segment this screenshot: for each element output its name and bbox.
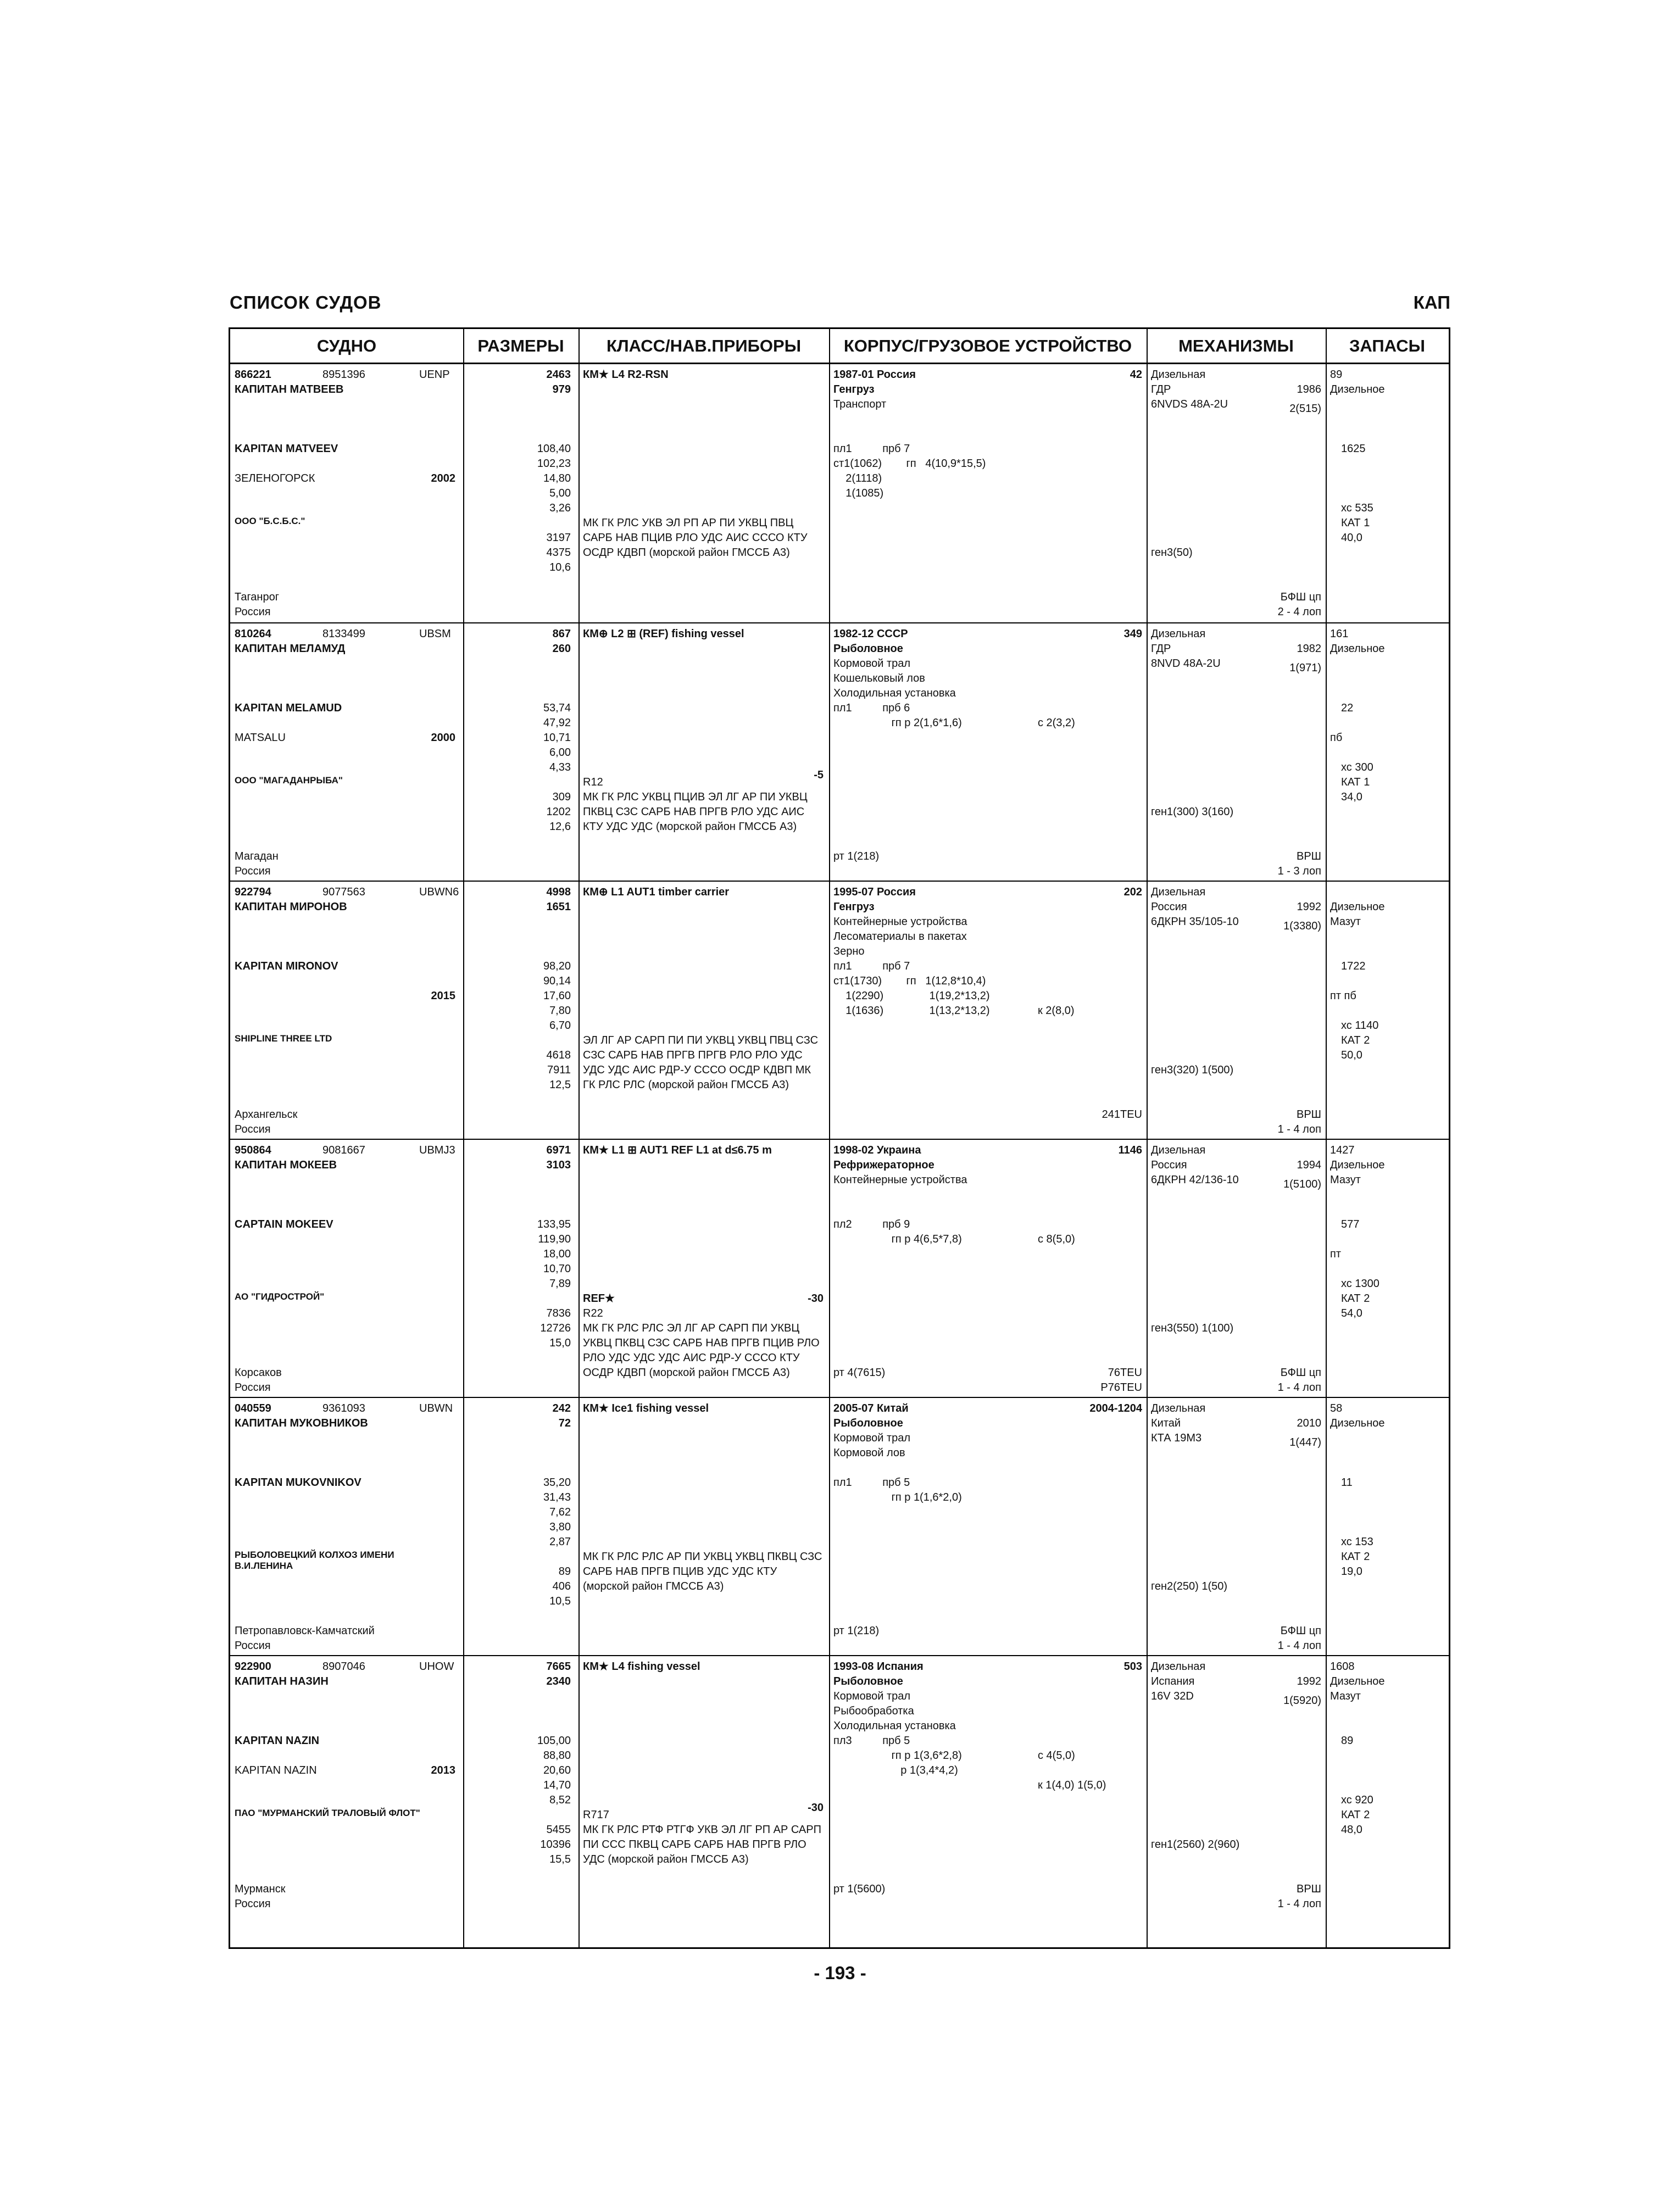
supply-refrigeration: КАТ 2 <box>1341 1034 1370 1046</box>
dimension-value: 31,43 <box>543 1491 571 1503</box>
deck-hatch-info: пл2 прб 9 <box>833 1218 910 1230</box>
navigation-equipment: ЭЛ ЛГ АР САРП ПИ ПИ УКВЦ УКВЦ ПВЦ СЗС СЗС САРБ НАВ ПРГВ ПРГВ РЛО РЛО УДС УДС УДС АИС РДР-У СССО ОСДР КДВП МК ГК РЛС РЛС (морской район ГМССБ А3) <box>583 1034 819 1091</box>
cargo-handling: с 8(5,0) <box>1038 1233 1075 1245</box>
dimension-value: 6,00 <box>549 747 571 759</box>
dimension-value: 35,20 <box>543 1477 571 1489</box>
class-notation: КМ★ L4 fishing vessel <box>583 1661 700 1673</box>
supply-fuel-type: Дизельное <box>1330 643 1385 655</box>
engine-power: 1(5100) <box>1283 1178 1321 1191</box>
vessel-imo: 8951396 <box>322 369 365 381</box>
engine-country: Китай <box>1151 1417 1181 1429</box>
vessel-latin-name: KAPITAN NAZIN <box>235 1735 320 1747</box>
vessel-type: Кормовой трал <box>833 658 911 670</box>
vessel-type: Транспорт <box>833 398 887 410</box>
supply-refrigeration: КАТ 2 <box>1341 1809 1370 1821</box>
engine-type: Дизельная <box>1151 1661 1206 1673</box>
dimension-value: 10,5 <box>549 1595 571 1607</box>
dimension-value: 10,6 <box>549 561 571 573</box>
propeller-type: ВРШ <box>1296 850 1321 862</box>
column-header-hull: КОРПУС/ГРУЗОВОЕ УСТРОЙСТВО <box>829 329 1147 364</box>
dimension-value: 102,23 <box>537 458 571 470</box>
dimension-value: 105,00 <box>537 1735 571 1747</box>
dimension-value: 14,70 <box>543 1779 571 1791</box>
dimension-value: 7836 <box>546 1307 571 1319</box>
deck-hatch-info: пл1 прб 7 <box>833 960 910 972</box>
supply-fuel-type-2: Мазут <box>1330 1690 1361 1702</box>
supply-water: 1625 <box>1341 443 1366 455</box>
dimension-value: 7911 <box>547 1064 571 1076</box>
dimension-value: 4375 <box>546 547 571 559</box>
class-notation: КМ★ L4 R2-RSN <box>583 369 669 381</box>
deck-hatch-info: пл1 прб 7 <box>833 443 910 455</box>
generator-info: ген3(320) 1(500) <box>1151 1064 1234 1076</box>
vessel-call-sign: UBWN6 <box>419 886 459 898</box>
engine-type: Дизельная <box>1151 1144 1206 1156</box>
vessel-owner: АО "ГИДРОСТРОЙ" <box>235 1291 325 1302</box>
engine-year: 2010 <box>1297 1417 1321 1429</box>
vessel-home-port: Архангельск <box>235 1108 298 1121</box>
vessel-type: Кормовой трал <box>833 1690 911 1702</box>
engine-country: ГДР <box>1151 643 1171 655</box>
class-refrigerant-2: R22 <box>583 1307 603 1319</box>
dimension-value: 90,14 <box>543 975 571 987</box>
vessel-flag-country: Россия <box>235 1381 271 1394</box>
engine-country: Россия <box>1151 901 1187 913</box>
net-tonnage: 3103 <box>546 1159 571 1171</box>
propeller-type: БФШ цп <box>1280 591 1321 603</box>
supply-refrigeration: хс 1300 <box>1341 1278 1379 1290</box>
gross-tonnage: 6971 <box>546 1144 571 1156</box>
engine-country: Испания <box>1151 1675 1195 1687</box>
vessel-reg-number: 040559 <box>235 1402 271 1414</box>
hold-capacity: рт 1(5600) <box>833 1883 886 1895</box>
dimension-value: 3,26 <box>549 502 571 514</box>
vessel-flag-country: Россия <box>235 865 271 877</box>
supply-refrigeration: хс 300 <box>1341 761 1373 773</box>
build-date-country: 1982-12 СССР <box>833 628 908 640</box>
cargo-handling: с 2(3,2) <box>1038 717 1075 729</box>
propeller-blades: 1 - 4 лоп <box>1277 1123 1321 1135</box>
dimension-value: 12,5 <box>549 1079 571 1091</box>
engine-power: 1(5920) <box>1283 1695 1321 1707</box>
class-temperature: -30 <box>808 1293 824 1305</box>
supply-fuel-type: Дизельное <box>1330 1675 1385 1687</box>
deck-hatch-info: гп р 2(1,6*1,6) <box>833 717 962 729</box>
dimension-value: 4,33 <box>549 761 571 773</box>
vessel-former-year: 2013 <box>431 1764 455 1776</box>
hull-number: 42 <box>1130 369 1142 381</box>
generator-info: ген3(50) <box>1151 547 1193 559</box>
vessel-table <box>229 327 1450 1949</box>
deck-hatch-info: 1(1636) 1(13,2*13,2) <box>833 1005 990 1017</box>
dimension-value: 98,20 <box>543 960 571 972</box>
supply-refrigeration: хс 920 <box>1341 1794 1373 1806</box>
class-refrigerant: REF★ <box>583 1293 615 1305</box>
vessel-record <box>230 1397 1449 1655</box>
gross-tonnage: 242 <box>552 1402 571 1414</box>
engine-power: 2(515) <box>1289 403 1321 415</box>
vessel-imo: 9081667 <box>322 1144 365 1156</box>
supply-refrigeration: хс 153 <box>1341 1536 1373 1548</box>
propeller-blades: 1 - 4 лоп <box>1277 1898 1321 1910</box>
navigation-equipment: МК ГК РЛС РЛС ЭЛ ЛГ АР САРП ПИ УКВЦ УКВЦ ПКВЦ СЗС САРБ НАВ ПРГВ ПЦИВ РЛО РЛО УДС УДС УДС АИС РДР-У СССО КТУ ОСДР КДВП (морской район ГМССБ А3) <box>583 1322 820 1379</box>
dimension-value: 20,60 <box>543 1764 571 1776</box>
supply-water: 89 <box>1341 1735 1354 1747</box>
engine-type: Дизельная <box>1151 886 1206 898</box>
vessel-call-sign: UBMJ3 <box>419 1144 455 1156</box>
build-date-country: 1987-01 Россия <box>833 369 916 381</box>
supply-water: 22 <box>1341 702 1354 714</box>
gross-tonnage: 867 <box>552 628 571 640</box>
engine-year: 1992 <box>1297 901 1321 913</box>
vessel-type: Рыболовное <box>833 643 903 655</box>
navigation-equipment: МК ГК РЛС РТФ РТГФ УКВ ЭЛ ЛГ РП АР САРП ПИ ССС ПКВЦ САРБ САРБ НАВ ПРГВ РЛО УДС (морской район ГМССБ А3) <box>583 1824 821 1865</box>
class-refrigerant: R12 <box>583 776 603 788</box>
hold-capacity: рт 1(218) <box>833 1625 880 1637</box>
navigation-equipment: МК ГК РЛС РЛС АР ПИ УКВЦ УКВЦ ПКВЦ СЗС САРБ НАВ ПРГВ ПЦИВ УДС УДС КТУ (морской район ГМССБ А3) <box>583 1551 822 1592</box>
generator-info: ген2(250) 1(50) <box>1151 1580 1228 1592</box>
engine-model: 16V 32D <box>1151 1690 1194 1702</box>
deck-hatch-info: пл3 прб 5 <box>833 1735 910 1747</box>
dimension-value: 108,40 <box>537 443 571 455</box>
net-tonnage: 1651 <box>546 901 571 913</box>
class-temperature: -5 <box>814 768 824 781</box>
dimension-value: 119,90 <box>538 1233 571 1245</box>
dimension-value: 89 <box>558 1566 571 1578</box>
engine-country: ГДР <box>1151 383 1171 395</box>
vessel-flag-country: Россия <box>235 1898 271 1910</box>
page-number: - 193 - <box>814 1963 866 1983</box>
vessel-record <box>230 622 1449 881</box>
engine-power: 1(971) <box>1289 662 1321 675</box>
propeller-blades: 1 - 4 лоп <box>1277 1640 1321 1652</box>
vessel-owner: SHIPLINE THREE LTD <box>235 1033 332 1044</box>
supply-refrigeration: 50,0 <box>1341 1049 1362 1061</box>
engine-model: 6ДКРН 42/136-10 <box>1151 1174 1239 1186</box>
engine-model: КТА 19М3 <box>1151 1432 1202 1444</box>
vessel-name: КАПИТАН МАТВЕЕВ <box>235 383 344 395</box>
supply-refrigeration: КАТ 1 <box>1341 517 1370 529</box>
supply-refrigeration: 40,0 <box>1341 532 1362 544</box>
vessel-type: Холодильная установка <box>833 687 956 699</box>
propeller-type: БФШ цп <box>1280 1367 1321 1379</box>
vessel-type: Рыболовное <box>833 1675 903 1687</box>
class-refrigerant: R717 <box>583 1809 609 1821</box>
vessel-owner: ПАО "МУРМАНСКИЙ ТРАЛОВЫЙ ФЛОТ" <box>235 1808 420 1818</box>
dimension-value: 7,89 <box>549 1278 571 1290</box>
build-date-country: 1995-07 Россия <box>833 886 916 898</box>
vessel-owner: ООО "МАГАДАНРЫБА" <box>235 775 343 786</box>
vessel-imo: 9077563 <box>322 886 365 898</box>
dimension-value: 5,00 <box>549 487 571 499</box>
vessel-home-port: Таганрог <box>235 591 280 603</box>
dimension-value: 10,71 <box>543 732 571 744</box>
supply-fuel-type-2: Мазут <box>1330 1174 1361 1186</box>
supply-water-note: пт <box>1330 1248 1341 1260</box>
vessel-record <box>230 881 1449 1139</box>
class-notation: КМ★ Ice1 fishing vessel <box>583 1402 709 1414</box>
vessel-flag-country: Россия <box>235 1640 271 1652</box>
engine-power: 1(447) <box>1289 1436 1321 1449</box>
supply-fuel-amount: 1608 <box>1330 1661 1355 1673</box>
deck-hatch-info: ст1(1730) гп 1(12,8*10,4) <box>833 975 986 987</box>
supply-refrigeration: хс 535 <box>1341 502 1373 514</box>
supply-refrigeration: хс 1140 <box>1341 1020 1379 1032</box>
dimension-value: 309 <box>552 791 571 803</box>
dimension-value: 6,70 <box>549 1020 571 1032</box>
dimension-value: 12,6 <box>549 821 571 833</box>
class-notation: КМ★ L1 ⊞ AUT1 REF L1 at d≤6.75 m <box>583 1144 772 1156</box>
dimension-value: 5455 <box>546 1824 571 1836</box>
dimension-value: 10396 <box>540 1839 571 1851</box>
vessel-owner: ООО "Б.С.Б.С." <box>235 516 305 526</box>
dimension-value: 88,80 <box>543 1750 571 1762</box>
vessel-call-sign: UHOW <box>419 1661 454 1673</box>
vessel-type: Холодильная установка <box>833 1720 956 1732</box>
vessel-call-sign: UBWN <box>419 1402 453 1414</box>
supply-refrigeration: КАТ 2 <box>1341 1551 1370 1563</box>
vessel-type: Кормовой трал <box>833 1432 911 1444</box>
vessel-record <box>230 1655 1449 1913</box>
dimension-value: 3,80 <box>549 1521 571 1533</box>
vessel-reg-number: 922794 <box>235 886 271 898</box>
engine-power: 1(3380) <box>1283 920 1321 933</box>
vessel-latin-name: CAPTAIN MOKEEV <box>235 1218 333 1230</box>
vessel-type: Кормовой лов <box>833 1447 905 1459</box>
dimension-value: 2,87 <box>549 1536 571 1548</box>
vessel-imo: 9361093 <box>322 1402 365 1414</box>
vessel-name: КАПИТАН МОКЕЕВ <box>235 1159 337 1171</box>
column-header-dimensions: РАЗМЕРЫ <box>463 329 578 364</box>
build-date-country: 2005-07 Китай <box>833 1402 909 1414</box>
dimension-value: 18,00 <box>543 1248 571 1260</box>
supply-water: 11 <box>1341 1477 1353 1489</box>
vessel-latin-name: KAPITAN MIRONOV <box>235 960 338 972</box>
vessel-home-port: Корсаков <box>235 1367 282 1379</box>
vessel-home-port: Мурманск <box>235 1883 286 1895</box>
engine-model: 8NVD 48A-2U <box>1151 658 1221 670</box>
engine-country: Россия <box>1151 1159 1187 1171</box>
engine-model: 6ДКРН 35/105-10 <box>1151 916 1239 928</box>
supply-refrigeration: 19,0 <box>1341 1566 1362 1578</box>
supply-fuel-amount: 58 <box>1330 1402 1343 1414</box>
vessel-flag-country: Россия <box>235 606 271 618</box>
deck-hatch-info: ст1(1062) гп 4(10,9*15,5) <box>833 458 986 470</box>
build-date-country: 1993-08 Испания <box>833 1661 924 1673</box>
supply-refrigeration: 54,0 <box>1341 1307 1362 1319</box>
navigation-equipment: МК ГК РЛС УКВ ЭЛ РП АР ПИ УКВЦ ПВЦ САРБ НАВ ПЦИВ РЛО УДС АИС СССО КТУ ОСДР КДВП (морской район ГМССБ А3) <box>583 517 808 559</box>
vessel-name: КАПИТАН МУКОВНИКОВ <box>235 1417 368 1429</box>
column-header-vessel: СУДНО <box>230 329 463 364</box>
hull-number: 1146 <box>1118 1144 1142 1156</box>
vessel-name: КАПИТАН МЕЛАМУД <box>235 643 346 655</box>
dimension-value: 3197 <box>546 532 571 544</box>
dimension-value: 17,60 <box>543 990 571 1002</box>
vessel-latin-name: KAPITAN MELAMUD <box>235 702 342 714</box>
class-notation: КМ⊕ L1 AUT1 timber carrier <box>583 886 730 898</box>
dimension-value: 14,80 <box>543 472 571 484</box>
class-notation: КМ⊕ L2 ⊞ (REF) fishing vessel <box>583 628 744 640</box>
vessel-imo: 8133499 <box>322 628 365 640</box>
vessel-type: Контейнерные устройства <box>833 1174 967 1186</box>
net-tonnage: 2340 <box>546 1675 571 1687</box>
generator-info: ген1(2560) 2(960) <box>1151 1839 1240 1851</box>
vessel-former-name: MATSALU <box>235 732 286 744</box>
hold-capacity: рт 1(218) <box>833 850 880 862</box>
dimension-value: 133,95 <box>537 1218 571 1230</box>
section-code: КАП <box>1413 292 1450 313</box>
vessel-former-name: ЗЕЛЕНОГОРСК <box>235 472 315 484</box>
hull-number: 202 <box>1123 886 1142 898</box>
engine-year: 1992 <box>1297 1675 1321 1687</box>
dimension-value: 7,62 <box>549 1506 571 1518</box>
vessel-record <box>230 1139 1449 1397</box>
dimension-value: 53,74 <box>543 702 571 714</box>
engine-type: Дизельная <box>1151 628 1206 640</box>
net-tonnage: 979 <box>552 383 571 395</box>
vessel-home-port: Магадан <box>235 850 279 862</box>
dimension-value: 12726 <box>540 1322 571 1334</box>
supply-fuel-type: Дизельное <box>1330 383 1385 395</box>
vessel-type: Зерно <box>833 945 865 957</box>
vessel-type: Рыбообработка <box>833 1705 914 1717</box>
vessel-flag-country: Россия <box>235 1123 271 1135</box>
vessel-type: Генгруз <box>833 383 875 395</box>
engine-type: Дизельная <box>1151 369 1206 381</box>
crane-info: к 1(4,0) 1(5,0) <box>1038 1779 1106 1791</box>
vessel-type: Кошельковый лов <box>833 672 925 684</box>
vessel-type: Рыболовное <box>833 1417 903 1429</box>
supply-fuel-type-2: Мазут <box>1330 916 1361 928</box>
supply-refrigeration: 48,0 <box>1341 1824 1362 1836</box>
deck-hatch-info: пл1 прб 5 <box>833 1477 910 1489</box>
vessel-former-year: 2000 <box>431 732 455 744</box>
deck-hatch-info: гп р 4(6,5*7,8) <box>833 1233 962 1245</box>
deck-hatch-info: 2(1118) <box>833 472 882 484</box>
deck-hatch-info: пл1 прб 6 <box>833 702 910 714</box>
propeller-type: БФШ цп <box>1280 1625 1321 1637</box>
dimension-value: 1202 <box>546 806 571 818</box>
column-header-machinery: МЕХАНИЗМЫ <box>1147 329 1326 364</box>
engine-model: 6NVDS 48A-2U <box>1151 398 1228 410</box>
propeller-blades: 1 - 3 лоп <box>1277 865 1321 877</box>
supply-fuel-amount: 1427 <box>1330 1144 1355 1156</box>
deck-hatch-info: гп р 1(3,6*2,8) <box>833 1750 962 1762</box>
vessel-owner: РЫБОЛОВЕЦКИЙ КОЛХОЗ ИМЕНИ В.И.ЛЕНИНА <box>235 1550 394 1571</box>
build-date-country: 1998-02 Украина <box>833 1144 921 1156</box>
net-tonnage: 72 <box>558 1417 571 1429</box>
deck-hatch-info: 1(2290) 1(19,2*13,2) <box>833 990 990 1002</box>
propeller-blades: 2 - 4 лоп <box>1277 606 1321 618</box>
vessel-former-year: 2002 <box>431 472 455 484</box>
supply-fuel-amount: 161 <box>1330 628 1349 640</box>
propeller-blades: 1 - 4 лоп <box>1277 1381 1321 1394</box>
engine-type: Дизельная <box>1151 1402 1206 1414</box>
hull-number: 2004-1204 <box>1089 1402 1142 1414</box>
deck-hatch-info: р 1(3,4*4,2) <box>833 1764 958 1776</box>
vessel-reg-number: 922900 <box>235 1661 271 1673</box>
dimension-value: 7,80 <box>549 1005 571 1017</box>
vessel-type: Рефрижераторное <box>833 1159 934 1171</box>
propeller-type: ВРШ <box>1296 1108 1321 1121</box>
vessel-reg-number: 810264 <box>235 628 271 640</box>
dimension-value: 4618 <box>546 1049 571 1061</box>
deck-hatch-info: 1(1085) <box>833 487 884 499</box>
vessel-record <box>230 364 1449 622</box>
supply-fuel-amount: 89 <box>1330 369 1343 381</box>
engine-year: 1982 <box>1297 643 1321 655</box>
supply-water-note: пт пб <box>1330 990 1356 1002</box>
vessel-home-port: Петропавловск-Камчатский <box>235 1625 375 1637</box>
dimension-value: 406 <box>552 1580 571 1592</box>
dimension-value: 15,0 <box>549 1337 571 1349</box>
vessel-reg-number: 866221 <box>235 369 271 381</box>
supply-fuel-type: Дизельное <box>1330 901 1385 913</box>
vessel-type: Контейнерные устройства <box>833 916 967 928</box>
generator-info: ген1(300) 3(160) <box>1151 806 1234 818</box>
deck-hatch-info: гп р 1(1,6*2,0) <box>833 1491 962 1503</box>
supply-refrigeration: КАТ 2 <box>1341 1293 1370 1305</box>
hold-capacity: рт 4(7615) <box>833 1367 886 1379</box>
vessel-former-year: 2015 <box>431 990 455 1002</box>
crane-info: к 2(8,0) <box>1038 1005 1075 1017</box>
supply-water: 1722 <box>1341 960 1366 972</box>
container-capacity: 76TEU <box>1108 1367 1142 1379</box>
dimension-value: 15,5 <box>549 1853 571 1865</box>
supply-water: 577 <box>1341 1218 1360 1230</box>
vessel-imo: 8907046 <box>322 1661 365 1673</box>
engine-year: 1986 <box>1297 383 1321 395</box>
supply-refrigeration: КАТ 1 <box>1341 776 1370 788</box>
vessel-reg-number: 950864 <box>235 1144 271 1156</box>
gross-tonnage: 2463 <box>546 369 571 381</box>
gross-tonnage: 4998 <box>546 886 571 898</box>
vessel-name: КАПИТАН МИРОНОВ <box>235 901 347 913</box>
dimension-value: 47,92 <box>543 717 571 729</box>
class-temperature: -30 <box>808 1801 824 1814</box>
page-title: СПИСОК СУДОВ <box>230 292 382 313</box>
vessel-latin-name: KAPITAN MATVEEV <box>235 443 338 455</box>
dimension-value: 10,70 <box>543 1263 571 1275</box>
navigation-equipment: МК ГК РЛС УКВЦ ПЦИВ ЭЛ ЛГ АР ПИ УКВЦ ПКВЦ СЗС САРБ НАВ ПРГВ РЛО УДС АИС КТУ УДС УДС (морской район ГМССБ А3) <box>583 791 808 833</box>
hull-number: 349 <box>1123 628 1142 640</box>
vessel-latin-name: KAPITAN MUKOVNIKOV <box>235 1477 361 1489</box>
cargo-handling: с 4(5,0) <box>1038 1750 1075 1762</box>
dimension-value: 8,52 <box>549 1794 571 1806</box>
generator-info: ген3(550) 1(100) <box>1151 1322 1234 1334</box>
supply-refrigeration: 34,0 <box>1341 791 1362 803</box>
reefer-container-capacity: Р76TEU <box>1100 1381 1142 1394</box>
vessel-type: Лесоматериалы в пакетах <box>833 931 967 943</box>
vessel-former-name: KAPITAN NAZIN <box>235 1764 317 1776</box>
propeller-type: ВРШ <box>1296 1883 1321 1895</box>
hull-number: 503 <box>1123 1661 1142 1673</box>
supply-fuel-type: Дизельное <box>1330 1159 1385 1171</box>
column-header-supplies: ЗАПАСЫ <box>1326 329 1449 364</box>
gross-tonnage: 7665 <box>546 1661 571 1673</box>
vessel-type: Генгруз <box>833 901 875 913</box>
vessel-call-sign: UBSM <box>419 628 451 640</box>
engine-year: 1994 <box>1297 1159 1321 1171</box>
supply-water-note: пб <box>1330 732 1343 744</box>
vessel-name: КАПИТАН НАЗИН <box>235 1675 329 1687</box>
vessel-call-sign: UENP <box>419 369 450 381</box>
supply-fuel-type: Дизельное <box>1330 1417 1385 1429</box>
column-header-class: КЛАСС/НАВ.ПРИБОРЫ <box>578 329 829 364</box>
net-tonnage: 260 <box>552 643 571 655</box>
container-capacity: 241TEU <box>1102 1108 1142 1121</box>
